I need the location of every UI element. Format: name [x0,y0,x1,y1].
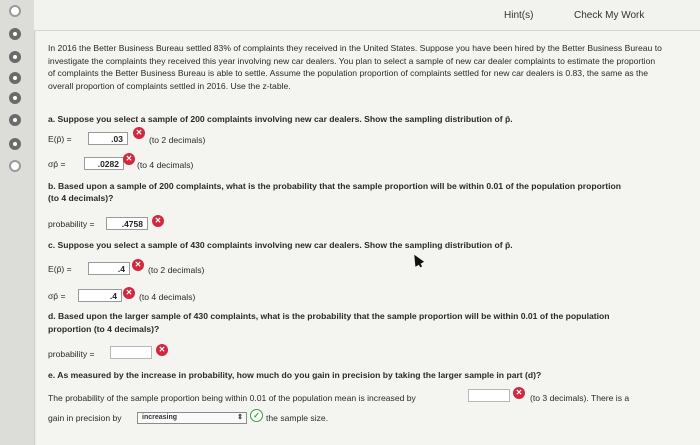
incorrect-icon: ✕ [132,259,144,271]
question-nav-sidebar [0,0,35,445]
part-c-mean-label: E(p̄) = [48,264,72,274]
part-d-prompt-line1: d. Based upon the larger sample of 430 complaints, what is the probability that the sample proportion will be within 0.01 of the population [48,311,610,321]
nav-dot-7[interactable] [9,138,21,150]
select-value: increasing [142,414,178,421]
nav-dot-1[interactable] [9,5,21,17]
part-b-prompt-line1: b. Based upon a sample of 200 complaints, what is the probability that the sample proportion will be within 0.01 of the population proportion [48,181,621,191]
incorrect-icon: ✕ [133,127,145,139]
incorrect-icon: ✕ [152,215,164,227]
part-d-prob-label: probability = [48,349,95,359]
part-a-mean-note: (to 2 decimals) [149,135,206,145]
part-c-sd-note: (to 4 decimals) [139,292,196,302]
part-e-prompt: e. As measured by the increase in probability, how much do you gain in precision by taking the larger sample in part (d)? [48,370,542,380]
nav-dot-5[interactable] [9,92,21,104]
part-c-sd-input[interactable]: .4 [78,289,122,302]
mouse-cursor-icon [410,252,424,267]
part-a-sd-note: (to 4 decimals) [137,160,194,170]
part-e-increase-input[interactable] [468,389,510,402]
part-b-prob-label: probability = [48,219,95,229]
part-a-sd-label: σp̄ = [48,159,66,169]
part-e-line2-start: gain in precision by [48,413,122,423]
incorrect-icon: ✕ [123,287,135,299]
correct-icon: ✓ [250,409,263,422]
part-b-prompt-line2: (to 4 decimals)? [48,193,114,203]
precision-direction-select[interactable] [137,412,247,424]
part-c-prompt: c. Suppose you select a sample of 430 complaints involving new car dealers. Show the sampling distribution of p̄. [48,240,513,250]
nav-dot-8[interactable] [9,160,21,172]
question-content [36,31,700,445]
nav-dot-2[interactable] [9,28,21,40]
part-a-mean-label: E(p̄) = [48,134,72,144]
check-my-work-link[interactable]: Check My Work [574,10,645,21]
incorrect-icon: ✕ [513,387,525,399]
part-e-line2-end: the sample size. [266,413,329,423]
part-a-mean-input[interactable]: .03 [88,132,128,145]
part-e-line1-start: The probability of the sample proportion being within 0.01 of the population mean is increased by [48,393,416,403]
part-a-sd-input[interactable]: .0282 [84,157,124,170]
nav-dot-4[interactable] [9,72,21,84]
nav-dot-6[interactable] [9,114,21,126]
incorrect-icon: ✕ [156,344,168,356]
nav-dot-3[interactable] [9,51,21,63]
part-e-line1-end: (to 3 decimals). There is a [530,393,630,403]
part-d-prob-input[interactable] [110,346,152,359]
part-d-prompt-line2: proportion (to 4 decimals)? [48,324,160,334]
incorrect-icon: ✕ [123,153,135,165]
part-c-mean-note: (to 2 decimals) [148,265,205,275]
chevron-updown-icon: ⇕ [237,414,243,421]
toolbar [34,0,700,31]
part-c-mean-input[interactable]: .4 [88,262,130,275]
hints-link[interactable]: Hint(s) [504,10,534,21]
part-b-prob-input[interactable]: .4758 [106,217,148,230]
intro-paragraph: In 2016 the Better Business Bureau settled 83% of complaints they received in the United States. Suppose you have been hired by the Better Business Bureau to investigate the complaints they received this year involving new car dealers. You plan to select a sample of new car dealer complaints to estimate the proportion of complaints the Better Business Bureau is able to settle. Assume the population proportion of complaints settled for new car dealers is 0.83, the same as the overall proportion of complaints settled in 2016. Use the z-table. [48,43,662,91]
part-a-prompt: a. Suppose you select a sample of 200 complaints involving new car dealers. Show the sampling distribution of p̄. [48,114,513,124]
part-c-sd-label: σp̄ = [48,291,66,301]
